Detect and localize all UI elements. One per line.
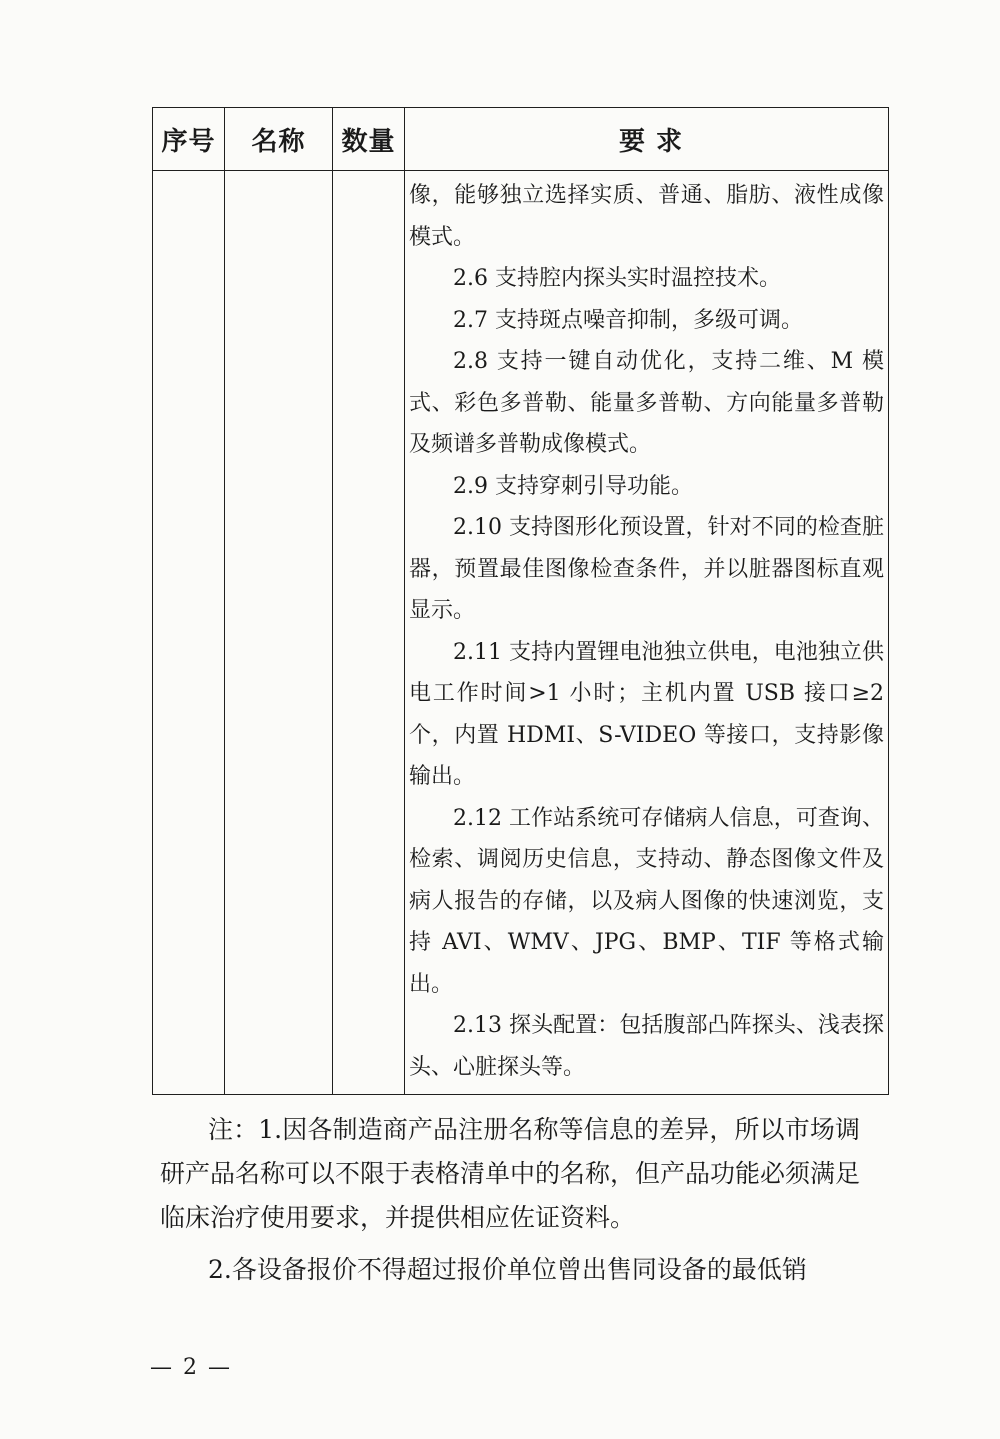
table-header-row — [153, 108, 889, 171]
header-name: 名称 — [225, 108, 333, 171]
requirement-paragraph: 2.11 支持内置锂电池独立供电，电池独立供电工作时间>1 小时；主机内置 USB 接口≥2 个，内置 HDMI、S-VIDEO 等接口，支持影像输出。 — [409, 639, 884, 789]
notes-section — [160, 1108, 860, 1292]
cell-quantity — [333, 171, 405, 1095]
table-row — [153, 171, 889, 1095]
header-requirements: 要 求 — [405, 108, 889, 171]
requirement-paragraph: 2.8 支持一键自动优化，支持二维、M 模式、彩色多普勒、能量多普勒、方向能量多普勒及频谱多普勒成像模式。 — [409, 349, 884, 457]
requirement-paragraph: 2.13 探头配置：包括腹部凸阵探头、浅表探头、心脏探头等。 — [409, 1013, 884, 1080]
header-quantity: 数量 — [333, 108, 405, 171]
requirement-paragraph: 2.6 支持腔内探头实时温控技术。 — [453, 266, 781, 291]
header-serial-number: 序号 — [153, 108, 225, 171]
page-number: — 2 — — [150, 1355, 232, 1380]
cell-name — [225, 171, 333, 1095]
requirements-table — [152, 107, 889, 1095]
cell-serial-number — [153, 171, 225, 1095]
requirement-paragraph: 2.10 支持图形化预设置，针对不同的检查脏器，预置最佳图像检查条件，并以脏器图标直观显示。 — [409, 515, 884, 623]
requirement-paragraph: 2.9 支持穿刺引导功能。 — [453, 473, 693, 499]
note-2: 2.各设备报价不得超过报价单位曾出售同设备的最低销 — [208, 1255, 807, 1284]
requirement-paragraph: 2.12 工作站系统可存储病人信息，可查询、检索、调阅历史信息，支持动、静态图像文件及病人报告的存储，以及病人图像的快速浏览，支持 AVI、WMV、JPG、BMP、TIF 等格式输出。 — [409, 805, 884, 997]
requirement-paragraph: 2.7 支持斑点噪音抑制，多级可调。 — [453, 307, 803, 333]
requirement-paragraph: 像，能够独立选择实质、普通、脂肪、液性成像模式。 — [409, 183, 884, 250]
note-1: 注：1.因各制造商产品注册名称等信息的差异，所以市场调研产品名称可以不限于表格清单中的名称，但产品功能必须满足临床治疗使用要求，并提供相应佐证资料。 — [160, 1115, 861, 1232]
cell-requirements — [405, 171, 889, 1095]
